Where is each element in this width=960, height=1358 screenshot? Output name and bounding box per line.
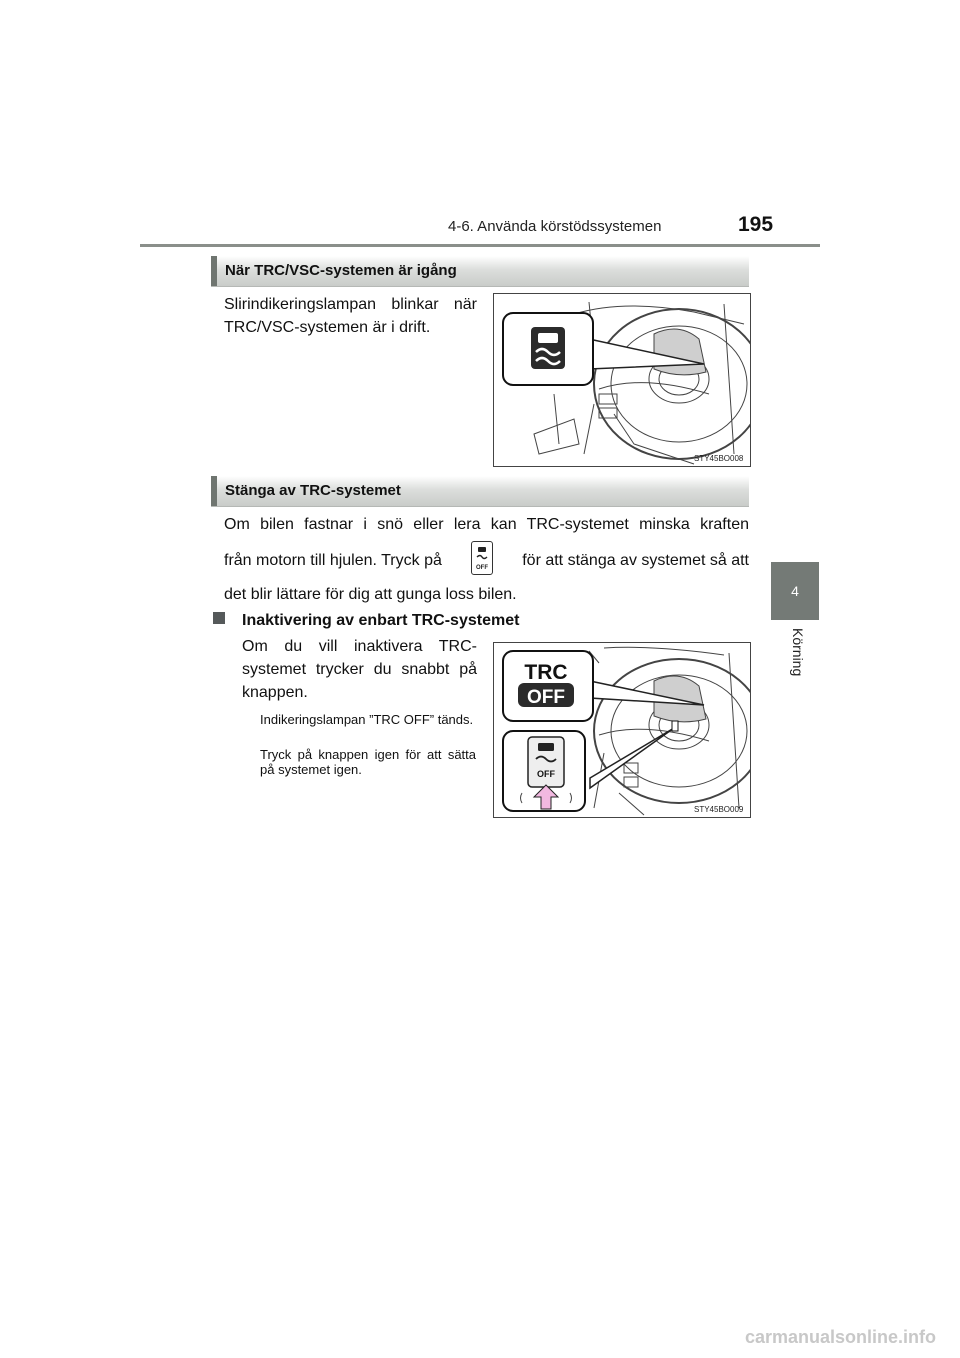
figure-trc-off-button <box>493 642 751 818</box>
section-title: Stänga av TRC-systemet <box>225 482 401 499</box>
section-heading-trc-vsc-active <box>211 256 749 287</box>
trc-off-button-icon <box>471 541 493 575</box>
body-text-a: från motorn till hjulen. Tryck på <box>224 551 442 569</box>
indicator-trc-text: TRC <box>524 661 568 684</box>
chapter-label: Körning <box>790 628 806 677</box>
subheading-bullet <box>213 612 225 624</box>
indicator-off-text: OFF <box>527 687 565 708</box>
figure-slip-indicator <box>493 293 751 467</box>
section2-body-line1: Om bilen fastnar i snö eller lera kan TRC-systemet minska kraften <box>224 516 749 533</box>
section-title: När TRC/VSC-systemen är igång <box>225 262 457 279</box>
heading-bar <box>211 476 217 506</box>
section-heading-trc-off <box>211 476 749 507</box>
note-indicator: Indikeringslampan ”TRC OFF” tänds. <box>260 712 474 727</box>
dashboard-illustration <box>494 643 750 817</box>
section2-body-line2 <box>224 543 749 577</box>
chapter-tab <box>771 562 819 620</box>
svg-text:OFF: OFF <box>476 565 489 571</box>
header-divider <box>140 244 820 247</box>
section2-body-line3: det blir lättare för dig att gunga loss bilen. <box>224 586 517 603</box>
subheading: Inaktivering av enbart TRC-systemet <box>242 612 520 629</box>
body-text-b: för att stänga av systemet så att <box>522 551 749 569</box>
watermark: carmanualsonline.info <box>744 1327 936 1347</box>
chapter-number: 4 <box>791 583 799 599</box>
page-number: 195 <box>738 213 774 236</box>
figure-code: STY45BO009 <box>694 805 744 814</box>
header-section-title: 4-6. Använda körstödssystemen <box>448 218 662 235</box>
button-off-label: OFF <box>537 769 555 779</box>
heading-bar <box>211 256 217 286</box>
sub-body: Om du vill inaktivera TRC-systemet trycker du snabbt på knappen. <box>242 638 477 701</box>
section1-body: Slirindikeringslampan blinkar när TRC/VSC-systemen är i drift. <box>224 296 477 336</box>
dashboard-illustration <box>494 294 750 466</box>
figure-code: STY45BO008 <box>694 454 744 463</box>
note-reactivate: Tryck på knappen igen för att sätta på systemet igen. <box>260 747 476 777</box>
